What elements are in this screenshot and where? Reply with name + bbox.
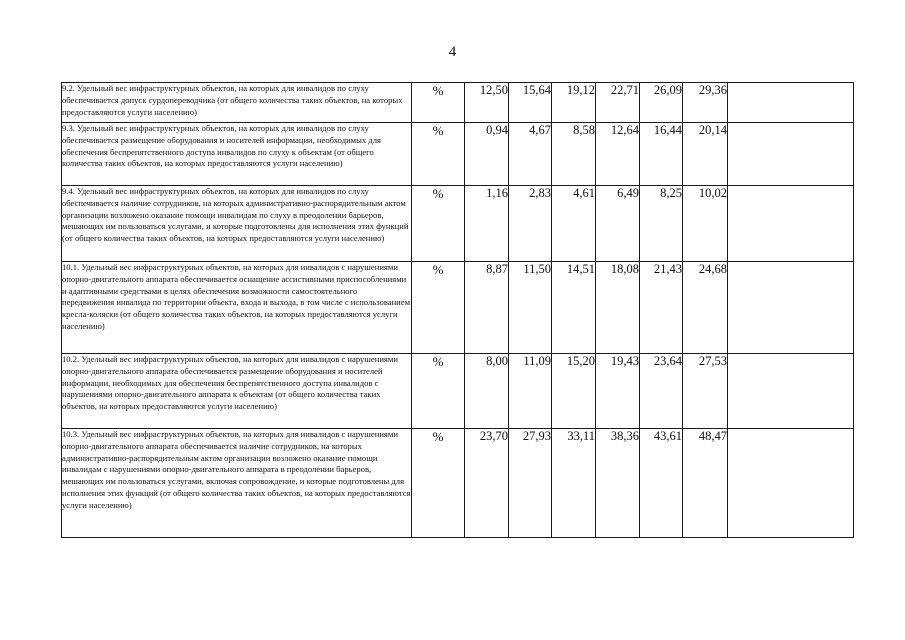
value-cell: 15,20 (552, 354, 596, 429)
value-cell: 29,36 (683, 83, 728, 123)
table-row (62, 354, 854, 429)
value-cell: 8,25 (640, 186, 683, 262)
value-cell: 10,02 (683, 186, 728, 262)
unit-cell: % (412, 186, 465, 262)
value-cell: 12,64 (596, 123, 640, 186)
value-cell: 11,50 (509, 262, 552, 354)
page-number: 4 (448, 44, 457, 60)
indicator-description: 10.3. Удельный вес инфраструктурных объектов, на которых для инвалидов с нарушениями опорно-двигательного аппарата обеспечивается наличие сотрудников, на которых административно-распорядительным актом организации возложено оказание помощи инвалидам с нарушениями опорно-двигательного аппарата в преодолении барьеров, мешающих им пользоваться услугами, включая сопровождение, и которые подготовлены для исполнения этих функций (от общего количества таких объектов, на которых предоставляются услуги населению) (62, 429, 412, 538)
empty-cell (728, 186, 854, 262)
value-cell: 16,44 (640, 123, 683, 186)
value-cell: 48,47 (683, 429, 728, 538)
value-cell: 2,83 (509, 186, 552, 262)
value-cell: 8,87 (465, 262, 509, 354)
table-body (62, 83, 854, 538)
value-cell: 33,11 (552, 429, 596, 538)
value-cell: 24,68 (683, 262, 728, 354)
unit-cell: % (412, 123, 465, 186)
indicator-description: 9.2. Удельный вес инфраструктурных объектов, на которых для инвалидов по слуху обеспечивается допуск сурдопереводчика (от общего количества таких объектов, на которых предоставляются услуги населению) (62, 83, 412, 123)
unit-cell: % (412, 262, 465, 354)
indicator-description: 10.2. Удельный вес инфраструктурных объектов, на которых для инвалидов с нарушениями опорно-двигательного аппарата обеспечивается размещение оборудования и носителей информации, необходимых для обеспечения беспрепятственного доступа инвалидов с нарушениями опорно-двигательного аппарата к объектам (от общего количества таких объектов, на которых предоставляются услуги населению) (62, 354, 412, 429)
table-row (62, 123, 854, 186)
empty-cell (728, 262, 854, 354)
table-row (62, 262, 854, 354)
value-cell: 27,93 (509, 429, 552, 538)
indicators-table (61, 82, 854, 538)
indicator-description: 9.4. Удельный вес инфраструктурных объектов, на которых для инвалидов по слуху обеспечивается наличие сотрудников, на которых административно-распорядительным актом организации возложено оказание помощи инвалидам по слуху в преодолении барьеров, мешающих им пользоваться услугами, и которые подготовлены для исполнения этих функций (от общего количества таких объектов, на которых предоставляются услуги населению) (62, 186, 412, 262)
value-cell: 8,58 (552, 123, 596, 186)
value-cell: 12,50 (465, 83, 509, 123)
value-cell: 0,94 (465, 123, 509, 186)
empty-cell (728, 354, 854, 429)
value-cell: 14,51 (552, 262, 596, 354)
table-row (62, 83, 854, 123)
empty-cell (728, 123, 854, 186)
value-cell: 19,12 (552, 83, 596, 123)
indicator-description: 9.3. Удельный вес инфраструктурных объектов, на которых для инвалидов по слуху обеспечивается размещение оборудования и носителей информации, необходимых для обеспечения беспрепятственного доступа инвалидов по слуху к объектам (от общего количества таких объектов, на которых предоставляются услуги населению) (62, 123, 412, 186)
value-cell: 20,14 (683, 123, 728, 186)
value-cell: 38,36 (596, 429, 640, 538)
value-cell: 23,64 (640, 354, 683, 429)
unit-cell: % (412, 429, 465, 538)
value-cell: 26,09 (640, 83, 683, 123)
value-cell: 21,43 (640, 262, 683, 354)
unit-cell: % (412, 83, 465, 123)
indicator-description: 10.1. Удельный вес инфраструктурных объектов, на которых для инвалидов с нарушениями опорно-двигательного аппарата обеспечивается оснащение ассистивными приспособлениями и адаптивными средствами в целях обеспечения возможности самостоятельного передвижения инвалида по территории объекта, входа и выхода, в том числе с использованием кресла-коляски (от общего количества таких объектов, на которых предоставляются услуги населению) (62, 262, 412, 354)
table-row (62, 429, 854, 538)
value-cell: 1,16 (465, 186, 509, 262)
table-row (62, 186, 854, 262)
value-cell: 4,61 (552, 186, 596, 262)
empty-cell (728, 83, 854, 123)
value-cell: 22,71 (596, 83, 640, 123)
value-cell: 18,08 (596, 262, 640, 354)
empty-cell (728, 429, 854, 538)
value-cell: 19,43 (596, 354, 640, 429)
value-cell: 43,61 (640, 429, 683, 538)
value-cell: 8,00 (465, 354, 509, 429)
value-cell: 6,49 (596, 186, 640, 262)
value-cell: 4,67 (509, 123, 552, 186)
unit-cell: % (412, 354, 465, 429)
value-cell: 15,64 (509, 83, 552, 123)
value-cell: 11,09 (509, 354, 552, 429)
value-cell: 27,53 (683, 354, 728, 429)
value-cell: 23,70 (465, 429, 509, 538)
